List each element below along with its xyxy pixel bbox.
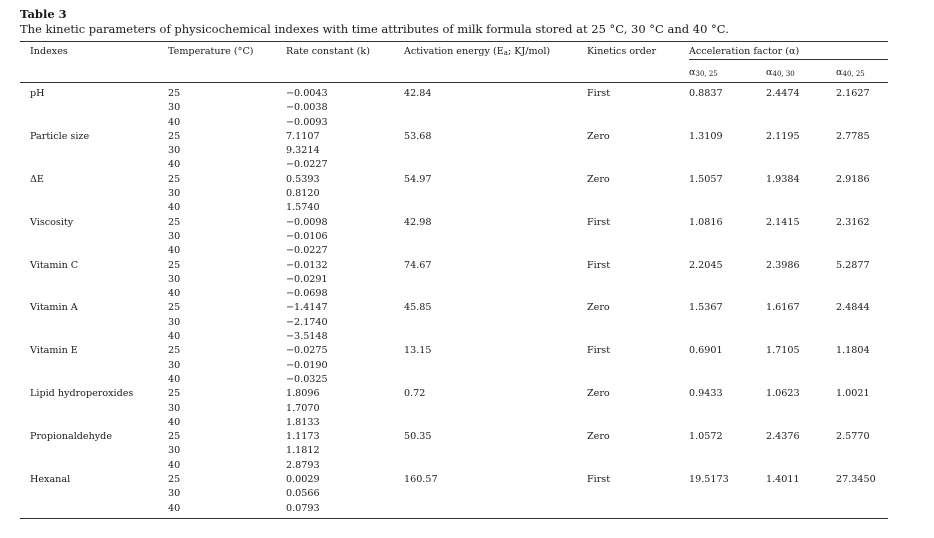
cell-alpha-40-25 [836, 201, 888, 215]
cell-index [20, 330, 168, 344]
cell-index [20, 373, 168, 387]
cell-alpha-40-25: 2.4844 [836, 302, 870, 314]
table-row [20, 502, 888, 516]
cell-alpha-40-25 [836, 230, 888, 244]
cell-index [20, 230, 168, 244]
cell-alpha-40-30: 1.7105 [766, 345, 800, 357]
cell-alpha-40-25 [836, 502, 888, 516]
cell-index: ΔE [30, 173, 44, 185]
cell-temperature: 40 [168, 159, 181, 171]
cell-index [20, 459, 168, 473]
cell-activation-energy [404, 402, 587, 416]
cell-rate-constant: −2.1740 [286, 316, 328, 328]
cell-kinetics-order [587, 502, 689, 516]
cell-activation-energy [404, 444, 587, 458]
cell-alpha-30-25: 1.5367 [689, 302, 723, 314]
cell-activation-energy [404, 316, 587, 330]
cell-alpha-40-25 [836, 330, 888, 344]
cell-alpha-40-25: 1.0021 [836, 388, 870, 400]
cell-kinetics-order [587, 144, 689, 158]
cell-rate-constant: 1.5740 [286, 202, 320, 214]
cell-activation-energy: 45.85 [404, 302, 432, 314]
cell-temperature: 25 [168, 474, 181, 486]
cell-alpha-40-25 [836, 373, 888, 387]
cell-kinetics-order [587, 487, 689, 501]
cell-activation-energy [404, 144, 587, 158]
cell-rate-constant: −0.0190 [286, 359, 328, 371]
cell-temperature: 25 [168, 130, 181, 142]
table-row [20, 430, 888, 444]
cell-activation-energy [404, 201, 587, 215]
cell-index: Particle size [30, 130, 90, 142]
cell-alpha-40-25: 1.1804 [836, 345, 870, 357]
table-row [20, 402, 888, 416]
table-row [20, 330, 888, 344]
cell-temperature: 25 [168, 173, 181, 185]
cell-rate-constant: 2.8793 [286, 459, 320, 471]
cell-temperature: 30 [168, 402, 181, 414]
table-row [20, 416, 888, 430]
cell-temperature: 25 [168, 431, 181, 443]
cell-index: Vitamin C [30, 259, 79, 271]
cell-rate-constant: 7.1107 [286, 130, 320, 142]
cell-index [20, 402, 168, 416]
cell-alpha-40-25 [836, 187, 888, 201]
cell-index [20, 101, 168, 115]
cell-temperature: 30 [168, 488, 181, 500]
cell-index [20, 287, 168, 301]
cell-rate-constant: −0.0698 [286, 288, 328, 300]
cell-kinetics-order: First [587, 88, 611, 99]
cell-alpha-40-25 [836, 444, 888, 458]
cell-rate-constant: −0.0275 [286, 345, 328, 357]
ea-sub: a [503, 49, 508, 57]
cell-activation-energy [404, 416, 587, 430]
cell-kinetics-order [587, 316, 689, 330]
cell-kinetics-order [587, 373, 689, 387]
cell-kinetics-order [587, 459, 689, 473]
cell-temperature: 40 [168, 331, 181, 343]
cell-alpha-40-30: 2.1195 [766, 130, 800, 142]
cell-kinetics-order: Zero [587, 130, 610, 142]
cell-alpha-40-25 [836, 402, 888, 416]
cell-temperature: 30 [168, 273, 181, 285]
cell-alpha-40-25 [836, 459, 888, 473]
cell-alpha-40-30 [766, 287, 836, 301]
cell-alpha-30-25 [689, 187, 766, 201]
cell-alpha-30-25: 1.0816 [689, 216, 723, 228]
cell-index [20, 416, 168, 430]
cell-alpha-30-25 [689, 487, 766, 501]
cell-alpha-30-25 [689, 116, 766, 130]
alpha-30-25-sym: α [689, 67, 696, 78]
table-row [20, 244, 888, 258]
cell-kinetics-order [587, 330, 689, 344]
cell-alpha-30-25 [689, 459, 766, 473]
cell-temperature: 25 [168, 302, 181, 314]
table-row [20, 301, 888, 315]
cell-index [20, 187, 168, 201]
cell-activation-energy: 42.84 [404, 88, 432, 99]
cell-index: pH [30, 88, 45, 99]
cell-activation-energy [404, 187, 587, 201]
cell-alpha-40-30 [766, 359, 836, 373]
cell-alpha-40-30 [766, 273, 836, 287]
table-row [20, 473, 888, 487]
cell-activation-energy [404, 158, 587, 172]
cell-alpha-30-25: 0.8837 [689, 88, 723, 99]
cell-rate-constant: 1.7070 [286, 402, 320, 414]
cell-alpha-40-30 [766, 330, 836, 344]
alpha-40-30-sym: α [766, 67, 773, 78]
cell-alpha-30-25 [689, 144, 766, 158]
cell-index: Lipid hydroperoxides [30, 388, 134, 400]
header-kinetics-order: Kinetics order [587, 46, 657, 57]
cell-temperature: 40 [168, 116, 181, 128]
cell-alpha-40-30 [766, 101, 836, 115]
cell-rate-constant: −0.0291 [286, 273, 328, 285]
bottom-rule [20, 518, 888, 519]
table-row [20, 116, 888, 130]
cell-activation-energy [404, 287, 587, 301]
ea-pre: Activation energy (E [404, 46, 504, 57]
cell-activation-energy [404, 487, 587, 501]
cell-alpha-40-30 [766, 444, 836, 458]
cell-alpha-30-25 [689, 359, 766, 373]
table-row [20, 387, 888, 401]
cell-alpha-40-30 [766, 201, 836, 215]
cell-alpha-40-30 [766, 402, 836, 416]
cell-temperature: 40 [168, 459, 181, 471]
cell-temperature: 40 [168, 288, 181, 300]
header-alpha-40-30 [766, 60, 836, 83]
cell-index [20, 487, 168, 501]
cell-kinetics-order: First [587, 259, 611, 271]
cell-index [20, 502, 168, 516]
cell-temperature: 30 [168, 359, 181, 371]
cell-kinetics-order [587, 444, 689, 458]
cell-activation-energy: 13.15 [404, 345, 432, 357]
cell-activation-energy: 0.72 [404, 388, 426, 400]
table-row [20, 373, 888, 387]
cell-temperature: 30 [168, 188, 181, 200]
cell-alpha-40-30 [766, 158, 836, 172]
cell-alpha-40-25 [836, 273, 888, 287]
cell-temperature: 25 [168, 88, 181, 99]
cell-alpha-40-30 [766, 244, 836, 258]
cell-index [20, 244, 168, 258]
cell-alpha-40-25 [836, 116, 888, 130]
cell-temperature: 25 [168, 216, 181, 228]
table-body [20, 87, 888, 516]
header-activation-energy [404, 42, 587, 60]
cell-alpha-40-30 [766, 144, 836, 158]
cell-index [20, 144, 168, 158]
cell-alpha-40-25 [836, 101, 888, 115]
table-row [20, 273, 888, 287]
cell-alpha-40-30 [766, 230, 836, 244]
cell-kinetics-order: First [587, 345, 611, 357]
table-row [20, 87, 888, 101]
cell-alpha-30-25: 0.6901 [689, 345, 723, 357]
cell-alpha-40-30: 2.4474 [766, 88, 800, 99]
cell-activation-energy: 50.35 [404, 431, 432, 443]
cell-kinetics-order [587, 230, 689, 244]
cell-activation-energy [404, 459, 587, 473]
cell-index [20, 444, 168, 458]
cell-rate-constant: −1.4147 [286, 302, 328, 314]
table-row [20, 173, 888, 187]
cell-alpha-30-25 [689, 273, 766, 287]
cell-alpha-40-25 [836, 244, 888, 258]
cell-activation-energy [404, 101, 587, 115]
table-row [20, 287, 888, 301]
cell-temperature: 25 [168, 345, 181, 357]
kinetics-table [20, 42, 888, 516]
cell-alpha-40-25 [836, 359, 888, 373]
table-block [20, 7, 888, 519]
cell-alpha-30-25 [689, 330, 766, 344]
cell-alpha-40-25: 2.1627 [836, 88, 870, 99]
cell-alpha-40-25: 2.3162 [836, 216, 870, 228]
cell-alpha-40-30 [766, 187, 836, 201]
cell-activation-energy: 54.97 [404, 173, 432, 185]
cell-rate-constant: −0.0325 [286, 373, 328, 385]
cell-rate-constant: 1.1812 [286, 445, 320, 457]
table-row [20, 316, 888, 330]
cell-kinetics-order: First [587, 216, 611, 228]
table-row [20, 359, 888, 373]
cell-kinetics-order [587, 273, 689, 287]
cell-kinetics-order [587, 158, 689, 172]
cell-kinetics-order: Zero [587, 173, 610, 185]
cell-rate-constant: −0.0106 [286, 230, 328, 242]
cell-alpha-40-30: 2.4376 [766, 431, 800, 443]
cell-rate-constant: 0.0793 [286, 502, 320, 514]
cell-index: Hexanal [30, 474, 71, 486]
cell-alpha-40-30 [766, 316, 836, 330]
cell-alpha-30-25: 1.0572 [689, 431, 723, 443]
cell-rate-constant: 1.8096 [286, 388, 320, 400]
cell-alpha-30-25: 2.2045 [689, 259, 723, 271]
cell-alpha-40-25: 2.7785 [836, 130, 870, 142]
cell-rate-constant: 0.8120 [286, 188, 320, 200]
cell-temperature: 30 [168, 145, 181, 157]
table-row [20, 344, 888, 358]
table-row [20, 230, 888, 244]
cell-index [20, 116, 168, 130]
cell-alpha-40-25 [836, 416, 888, 430]
cell-alpha-30-25 [689, 373, 766, 387]
alpha-40-25-sub: 40, 25 [842, 70, 865, 78]
cell-kinetics-order: First [587, 474, 611, 486]
cell-alpha-30-25: 1.5057 [689, 173, 723, 185]
cell-rate-constant: 1.1173 [286, 431, 320, 443]
table-row [20, 459, 888, 473]
alpha-30-25-sub: 30, 25 [695, 70, 718, 78]
cell-kinetics-order: Zero [587, 388, 610, 400]
alpha-40-30-sub: 40, 30 [772, 70, 795, 78]
cell-activation-energy [404, 230, 587, 244]
header-temperature: Temperature (°C) [168, 46, 254, 57]
cell-rate-constant: 0.0029 [286, 474, 320, 486]
cell-index: Propionaldehyde [30, 431, 113, 443]
cell-rate-constant: −0.0227 [286, 159, 328, 171]
cell-activation-energy: 160.57 [404, 474, 438, 486]
cell-temperature: 25 [168, 259, 181, 271]
table-row [20, 187, 888, 201]
cell-activation-energy [404, 502, 587, 516]
cell-rate-constant: −0.0043 [286, 88, 328, 99]
table-row [20, 201, 888, 215]
cell-rate-constant: 0.5393 [286, 173, 320, 185]
cell-rate-constant: −0.0132 [286, 259, 328, 271]
cell-alpha-30-25 [689, 230, 766, 244]
cell-alpha-40-25: 2.9186 [836, 173, 870, 185]
header-rate-constant: Rate constant (k) [286, 46, 370, 57]
table-row [20, 487, 888, 501]
cell-alpha-30-25: 0.9433 [689, 388, 723, 400]
cell-alpha-40-30 [766, 416, 836, 430]
cell-alpha-40-25: 2.5770 [836, 431, 870, 443]
cell-index: Vitamin E [30, 345, 78, 357]
cell-index: Vitamin A [30, 302, 78, 314]
cell-activation-energy: 53.68 [404, 130, 432, 142]
table-row [20, 144, 888, 158]
cell-kinetics-order [587, 416, 689, 430]
cell-activation-energy [404, 373, 587, 387]
cell-alpha-30-25: 19.5173 [689, 474, 729, 486]
cell-alpha-40-25 [836, 487, 888, 501]
cell-alpha-30-25 [689, 416, 766, 430]
cell-activation-energy [404, 273, 587, 287]
cell-kinetics-order: Zero [587, 431, 610, 443]
cell-activation-energy [404, 330, 587, 344]
cell-alpha-30-25 [689, 502, 766, 516]
cell-kinetics-order [587, 359, 689, 373]
cell-kinetics-order [587, 287, 689, 301]
cell-alpha-40-30: 2.3986 [766, 259, 800, 271]
cell-activation-energy: 42.98 [404, 216, 432, 228]
cell-alpha-30-25 [689, 316, 766, 330]
cell-activation-energy [404, 116, 587, 130]
cell-rate-constant: −0.0098 [286, 216, 328, 228]
table-row [20, 259, 888, 273]
header-alpha-30-25 [689, 60, 766, 83]
table-number: Table 3 [20, 7, 67, 21]
cell-alpha-40-25 [836, 144, 888, 158]
cell-alpha-40-30 [766, 502, 836, 516]
cell-alpha-40-30: 1.6167 [766, 302, 800, 314]
cell-temperature: 40 [168, 502, 181, 514]
cell-temperature: 25 [168, 388, 181, 400]
cell-kinetics-order [587, 201, 689, 215]
cell-activation-energy [404, 359, 587, 373]
cell-temperature: 40 [168, 245, 181, 257]
cell-index [20, 316, 168, 330]
cell-kinetics-order [587, 101, 689, 115]
table-row [20, 101, 888, 115]
ea-post: ; KJ/mol) [507, 46, 551, 57]
cell-alpha-40-30: 1.0623 [766, 388, 800, 400]
cell-temperature: 40 [168, 373, 181, 385]
cell-alpha-40-25: 27.3450 [836, 474, 876, 486]
cell-alpha-30-25 [689, 101, 766, 115]
table-row [20, 130, 888, 144]
cell-alpha-40-30: 2.1415 [766, 216, 800, 228]
cell-alpha-40-30 [766, 487, 836, 501]
cell-temperature: 30 [168, 230, 181, 242]
cell-activation-energy [404, 244, 587, 258]
table-row [20, 444, 888, 458]
cell-alpha-30-25 [689, 201, 766, 215]
cell-kinetics-order [587, 402, 689, 416]
cell-rate-constant: 1.8133 [286, 416, 320, 428]
cell-alpha-30-25 [689, 402, 766, 416]
alpha-40-25-sym: α [836, 67, 843, 78]
cell-rate-constant: 9.3214 [286, 145, 320, 157]
cell-alpha-40-30 [766, 373, 836, 387]
cell-alpha-40-25 [836, 287, 888, 301]
header-alpha-40-25 [836, 60, 888, 83]
cell-temperature: 40 [168, 202, 181, 214]
cell-index [20, 273, 168, 287]
table-row [20, 216, 888, 230]
table-row [20, 158, 888, 172]
cell-alpha-30-25 [689, 244, 766, 258]
cell-alpha-30-25 [689, 287, 766, 301]
cell-rate-constant: −3.5148 [286, 331, 328, 343]
table-caption: The kinetic parameters of physicochemical indexes with time attributes of milk formula stored at 25 °C, 30 °C and 40 °C. [20, 22, 729, 36]
cell-rate-constant: 0.0566 [286, 488, 320, 500]
cell-alpha-40-30: 1.9384 [766, 173, 800, 185]
cell-index: Viscosity [30, 216, 74, 228]
cell-alpha-40-25 [836, 316, 888, 330]
header-acceleration-factor: Acceleration factor (α) [689, 42, 888, 60]
cell-rate-constant: −0.0093 [286, 116, 328, 128]
cell-alpha-40-25: 5.2877 [836, 259, 870, 271]
cell-index [20, 158, 168, 172]
cell-alpha-30-25 [689, 158, 766, 172]
cell-kinetics-order [587, 187, 689, 201]
cell-index [20, 359, 168, 373]
cell-alpha-30-25: 1.3109 [689, 130, 723, 142]
cell-kinetics-order: Zero [587, 302, 610, 314]
cell-alpha-40-30: 1.4011 [766, 474, 800, 486]
cell-temperature: 30 [168, 316, 181, 328]
cell-alpha-40-30 [766, 459, 836, 473]
cell-kinetics-order [587, 116, 689, 130]
cell-rate-constant: −0.0227 [286, 245, 328, 257]
cell-activation-energy: 74.67 [404, 259, 432, 271]
cell-temperature: 40 [168, 416, 181, 428]
cell-temperature: 30 [168, 445, 181, 457]
cell-kinetics-order [587, 244, 689, 258]
cell-alpha-40-25 [836, 158, 888, 172]
cell-temperature: 30 [168, 102, 181, 114]
cell-rate-constant: −0.0038 [286, 102, 328, 114]
header-indexes: Indexes [30, 46, 68, 57]
cell-index [20, 201, 168, 215]
cell-alpha-30-25 [689, 444, 766, 458]
cell-alpha-40-30 [766, 116, 836, 130]
